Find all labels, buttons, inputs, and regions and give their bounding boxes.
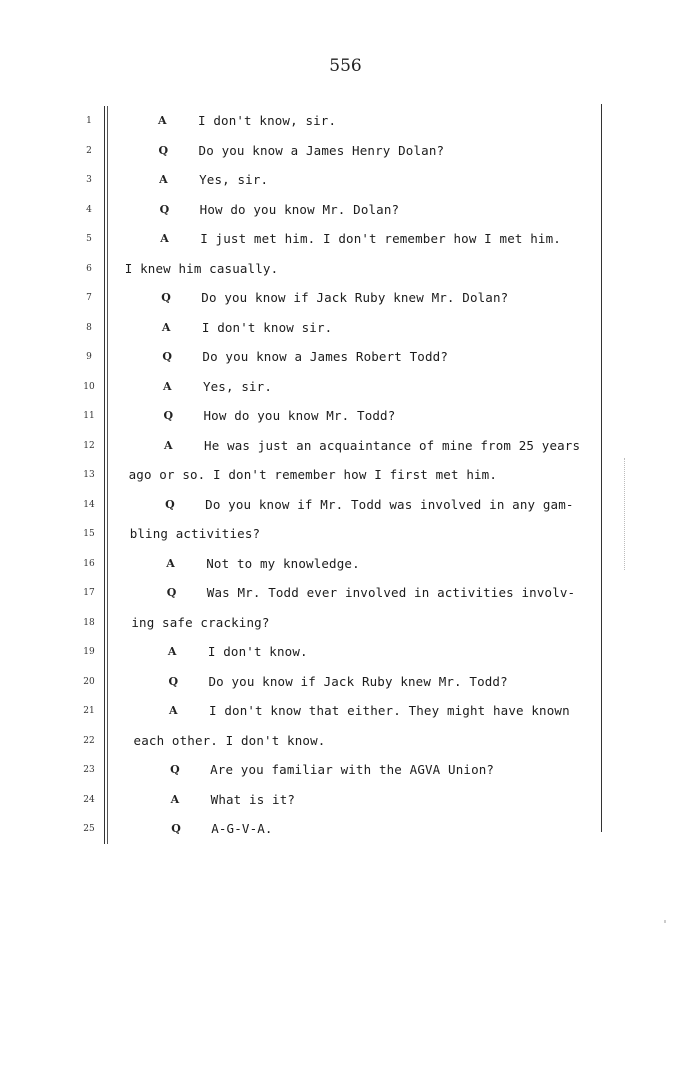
line-text: Was Mr. Todd ever involved in activities involv- (206, 585, 576, 600)
line-text: Do you know if Jack Ruby knew Mr. Todd? (208, 673, 508, 689)
question-marker: Q (170, 763, 180, 776)
line-number: 17 (83, 588, 95, 598)
question-marker: Q (158, 143, 169, 157)
line-text: I don't know that either. They might have known (209, 703, 570, 718)
question-marker: Q (166, 586, 177, 599)
line-text: Do you know a James Robert Todd? (202, 349, 449, 364)
transcript-line (0, 142, 600, 164)
line-text: I just met him. I don't remember how I met him. (200, 231, 561, 246)
line-number: 6 (86, 263, 92, 274)
line-text: How do you know Mr. Dolan? (199, 201, 400, 217)
line-number: 25 (83, 824, 95, 834)
transcript-line (0, 584, 600, 606)
transcript-line (0, 407, 600, 429)
answer-marker: A (169, 704, 178, 717)
question-marker: Q (162, 350, 172, 363)
scan-artifact (624, 458, 625, 570)
line-number: 22 (83, 735, 95, 746)
line-text: each other. I don't know. (133, 732, 326, 748)
line-text: Do you know a James Henry Dolan? (198, 142, 445, 158)
line-text: Not to my knowledge. (206, 555, 360, 571)
line-number: 14 (83, 499, 95, 510)
line-text: I don't know, sir. (198, 113, 337, 128)
transcript-line (0, 614, 600, 636)
transcript-line (0, 201, 600, 223)
line-text: He was just an acquaintance of mine from 25 years (204, 437, 581, 453)
line-text: I don't know. (207, 644, 308, 659)
line-number: 11 (83, 411, 95, 421)
transcript-line (0, 643, 600, 665)
question-marker: Q (168, 674, 179, 688)
transcript-line (0, 171, 600, 193)
question-marker: Q (163, 409, 174, 422)
line-number: 4 (86, 204, 92, 215)
line-number: 15 (83, 529, 95, 539)
line-number: 12 (83, 440, 95, 451)
line-text: What is it? (210, 791, 296, 807)
line-number: 21 (83, 706, 95, 716)
line-text: Do you know if Mr. Todd was involved in any gam- (205, 496, 574, 512)
answer-marker: A (164, 438, 173, 452)
line-text: ago or so. I don't remember how I first met him. (128, 467, 498, 482)
question-marker: Q (171, 822, 181, 835)
line-number: 5 (86, 234, 92, 244)
line-number: 20 (83, 676, 95, 687)
transcript-line (0, 260, 600, 282)
transcript-line (0, 761, 600, 783)
transcript-line (0, 525, 600, 547)
transcript-line (0, 437, 600, 459)
line-number: 7 (86, 293, 92, 303)
transcript-line (0, 732, 600, 754)
line-text: Do you know if Jack Ruby knew Mr. Dolan? (201, 290, 509, 305)
answer-marker: A (160, 232, 169, 245)
answer-marker: A (162, 379, 172, 393)
line-number: 24 (83, 794, 95, 805)
transcript-line (0, 466, 600, 488)
line-text: ing safe cracking? (131, 614, 270, 630)
transcript-line (0, 112, 600, 134)
scan-speck (664, 920, 666, 923)
line-number: 18 (83, 617, 95, 628)
line-number: 1 (86, 116, 92, 126)
answer-marker: A (158, 114, 167, 127)
transcript-line (0, 555, 600, 577)
line-text: How do you know Mr. Todd? (203, 408, 396, 423)
answer-marker: A (159, 173, 168, 186)
line-number: 13 (83, 470, 95, 480)
line-number: 2 (86, 145, 92, 156)
transcript-line (0, 289, 600, 311)
right-margin-rule (601, 104, 602, 832)
transcript-line (0, 702, 600, 724)
question-marker: Q (165, 497, 175, 511)
transcript-line (0, 319, 600, 341)
question-marker: Q (161, 291, 171, 304)
line-text: bling activities? (129, 526, 261, 541)
answer-marker: A (166, 556, 175, 570)
line-number: 19 (83, 647, 95, 657)
line-number: 16 (83, 558, 95, 569)
line-number: 23 (83, 765, 95, 775)
line-number: 3 (86, 175, 92, 185)
question-marker: Q (159, 202, 170, 216)
page-number: 556 (329, 56, 362, 76)
line-text: Are you familiar with the AGVA Union? (210, 762, 495, 777)
line-text: Yes, sir. (199, 172, 269, 187)
line-number: 10 (83, 381, 95, 392)
transcript-line (0, 496, 600, 518)
answer-marker: A (161, 320, 171, 334)
answer-marker: A (167, 645, 177, 658)
line-number: 9 (86, 352, 92, 362)
transcript-line (0, 673, 600, 695)
transcript-line (0, 230, 600, 252)
transcript-line (0, 348, 600, 370)
answer-marker: A (170, 792, 180, 806)
transcript-line (0, 791, 600, 813)
line-text: I don't know sir. (201, 319, 333, 335)
line-number: 8 (86, 322, 92, 333)
line-text: Yes, sir. (202, 378, 273, 394)
transcript-line (0, 378, 600, 400)
line-text: A-G-V-A. (211, 821, 273, 836)
transcript-line (0, 820, 600, 842)
line-text: I knew him casually. (124, 260, 279, 276)
